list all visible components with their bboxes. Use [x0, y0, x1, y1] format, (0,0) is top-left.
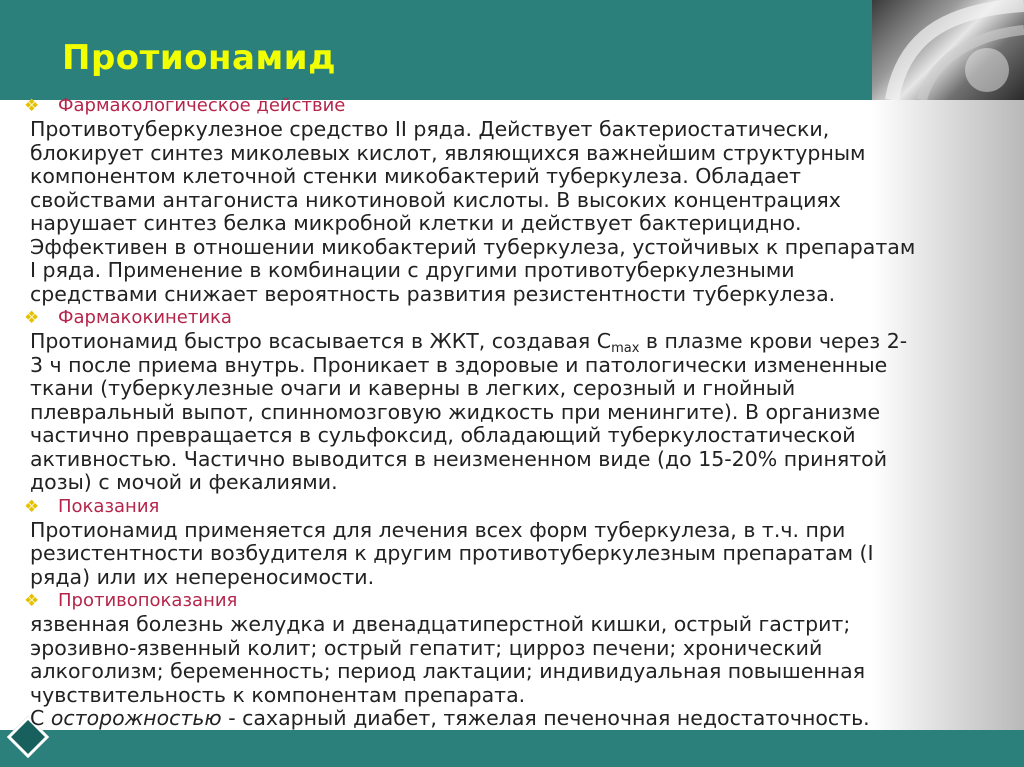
bullet-icon: ❖ — [24, 96, 40, 116]
section-heading-pharmacokinetics — [24, 306, 1000, 330]
decorative-corner-image — [872, 0, 1024, 100]
text-line: язвенная болезнь желудка и двенадцатиперстной кишки, острый гастрит; — [30, 612, 851, 636]
text-line: I ряда. Применение в комбинации с другими противотуберкулезными — [30, 258, 795, 282]
text-line: активностью. Частично выводится в неизмененном виде (до 15-20% принятой — [30, 446, 888, 471]
text-line: алкоголизм; беременность; период лактации; индивидуальная повышенная — [30, 659, 866, 683]
metal-pipes-icon — [872, 0, 1024, 100]
section-body-indications — [24, 519, 1000, 590]
text-fragment: - сахарный диабет, тяжелая печеночная недостаточность. — [221, 706, 870, 730]
text-line: эрозивно-язвенный колит; острый гепатит; цирроз печени; хронический — [30, 635, 823, 660]
section-heading-text: Фармакокинетика — [58, 307, 232, 328]
section-heading-contraindications — [24, 589, 1000, 613]
text-line: Эффективен в отношении микобактерий туберкулеза, устойчивых к препаратам — [30, 234, 916, 259]
slide-body — [24, 94, 1000, 731]
text-line: ткани (туберкулезные очаги и каверны в легких, серозный и гнойный — [30, 376, 796, 400]
slide-title: Протионамид — [62, 38, 337, 78]
section-heading-text: Показания — [58, 495, 160, 517]
text-line: 3 ч после приема внутрь. Проникает в здоровые и патологически измененные — [30, 352, 888, 377]
text-line: ряда) или их непереносимости. — [30, 564, 375, 589]
bullet-icon: ❖ — [24, 591, 40, 611]
section-heading-indications — [24, 495, 1000, 519]
text-line: Противотуберкулезное средство II ряда. Действует бактериостатически, — [30, 117, 830, 141]
bullet-icon: ❖ — [24, 308, 40, 328]
section-heading-text: Противопоказания — [58, 590, 238, 611]
section-heading-text: Фармакологическое действие — [58, 95, 346, 116]
text-line: компонентом клеточной стенки микобактерий туберкулеза. Обладает — [30, 164, 801, 188]
text-line: чувствительность к компонентам препарата. — [30, 682, 526, 707]
text-line: дозы) с мочой и фекалиями. — [30, 470, 338, 494]
text-line: нарушает синтез белка микробной клетки и действует бактерицидно. — [30, 211, 802, 235]
text-line: свойствами антагониста никотиновой кислоты. В высоких концентрациях — [30, 187, 841, 212]
text-line: плевральный выпот, спинномозговую жидкость при менингите). В организме — [30, 399, 881, 424]
subscript-max: max — [611, 341, 640, 356]
section-body-contraindications — [24, 613, 1000, 731]
text-fragment: в плазме крови через 2- — [639, 329, 908, 353]
text-fragment: С — [30, 706, 51, 730]
text-line: средствами снижает вероятность развития резистентности туберкулеза. — [30, 281, 836, 306]
caution-emphasis: осторожностью — [50, 706, 222, 730]
text-line: Протионамид применяется для лечения всех форм туберкулеза, в т.ч. при — [30, 517, 846, 542]
section-body-pharmacology — [24, 118, 1000, 306]
caution-line — [30, 707, 1000, 731]
section-heading-pharmacology — [24, 94, 1000, 118]
text-fragment: Протионамид быстро всасывается в ЖКТ, создавая C — [30, 329, 612, 353]
section-body-pharmacokinetics — [24, 330, 1000, 495]
bullet-icon: ❖ — [24, 496, 40, 517]
text-line: частично превращается в сульфоксид, обладающий туберкулостатической — [30, 423, 856, 447]
text-line: блокирует синтез миколевых кислот, являющихся важнейшим структурным — [30, 140, 866, 165]
text-line: резистентности возбудителя к другим противотуберкулезным препаратам (I — [30, 541, 874, 565]
footer-bar — [0, 730, 1024, 767]
text-line — [30, 330, 1000, 354]
